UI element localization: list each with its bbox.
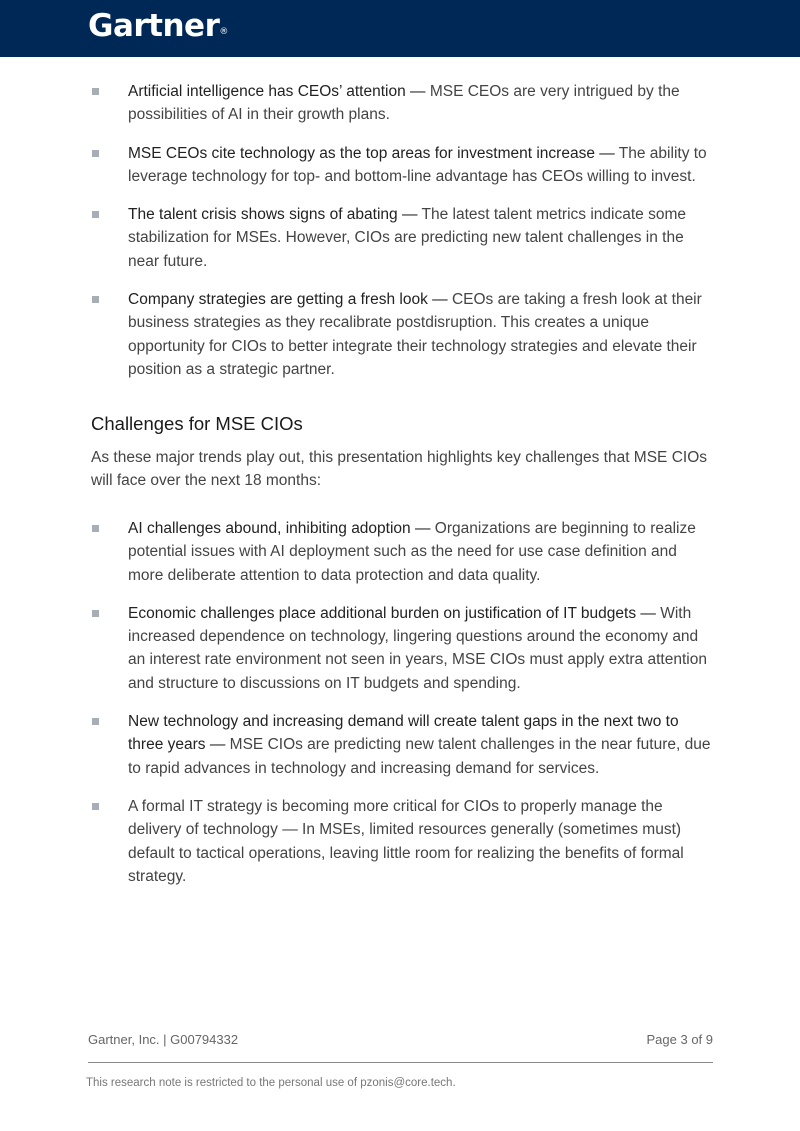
- square-bullet-icon: [92, 296, 99, 303]
- square-bullet-icon: [92, 88, 99, 95]
- list-item: A formal IT strategy is becoming more critical for CIOs to properly manage the delivery of technology — In MSEs, limited resources generally (sometimes must) default to tactical operations, leaving little room for realizing the benefits of formal strategy.: [91, 795, 711, 888]
- section-heading: Challenges for MSE CIOs: [91, 413, 303, 434]
- square-bullet-icon: [92, 211, 99, 218]
- list-item: New technology and increasing demand will create talent gaps in the next two to three years — MSE CIOs are predicting new talent challenges in the near future, due to rapid advances in technology and increasing demand for services.: [91, 710, 711, 780]
- list-item: AI challenges abound, inhibiting adoption — Organizations are beginning to realize potential issues with AI deployment such as the need for use case definition and more deliberate attention to data protection and data quality.: [91, 517, 711, 587]
- list-item: MSE CEOs cite technology as the top areas for investment increase — The ability to leverage technology for top- and bottom-line advantage has CEOs willing to invest.: [91, 142, 711, 189]
- list-item: Economic challenges place additional burden on justification of IT budgets — With increased dependence on technology, lingering questions around the economy and an interest rate environment not seen in years, MSE CIOs must apply extra attention and structure to discussions on IT budgets and spending.: [91, 602, 711, 695]
- list-item: The talent crisis shows signs of abating — The latest talent metrics indicate some stabilization for MSEs. However, CIOs are predicting new talent challenges in the near future.: [91, 203, 711, 273]
- square-bullet-icon: [92, 610, 99, 617]
- challenges-list: [91, 517, 711, 903]
- trends-list: [91, 80, 711, 396]
- footer-page-number: Page 3 of 9: [646, 1032, 713, 1047]
- square-bullet-icon: [92, 525, 99, 532]
- list-item: Artificial intelligence has CEOs’ attention — MSE CEOs are very intrigued by the possibilities of AI in their growth plans.: [91, 80, 711, 127]
- square-bullet-icon: [92, 718, 99, 725]
- gartner-logo: Gartner®: [88, 8, 229, 44]
- usage-notice: This research note is restricted to the personal use of pzonis@core.tech.: [86, 1077, 456, 1089]
- footer-doc-id: Gartner, Inc. | G00794332: [88, 1032, 239, 1047]
- section-intro: As these major trends play out, this presentation highlights key challenges that MSE CIOs will face over the next 18 months:: [91, 449, 708, 490]
- list-item: Company strategies are getting a fresh look — CEOs are taking a fresh look at their business strategies as they recalibrate postdisruption. This creates a unique opportunity for CIOs to better integrate their technology strategies and elevate their position as a strategic partner.: [91, 288, 711, 381]
- footer-divider: [88, 1062, 713, 1063]
- square-bullet-icon: [92, 803, 99, 810]
- square-bullet-icon: [92, 150, 99, 157]
- page-header: [0, 0, 800, 57]
